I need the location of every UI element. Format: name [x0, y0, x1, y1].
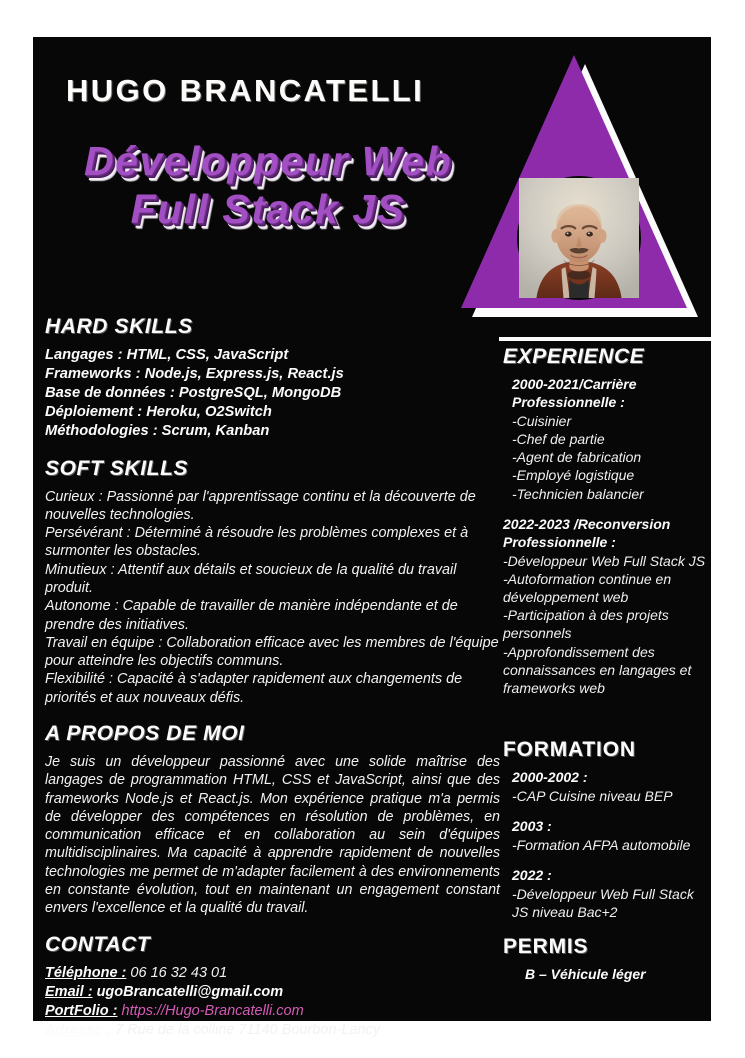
formation-period: 2022 :	[512, 867, 552, 884]
experience-period-line2: Professionnelle :	[503, 533, 616, 550]
avatar-illustration	[519, 178, 639, 298]
section-about	[45, 722, 500, 918]
permis-heading: PERMIS	[503, 934, 589, 958]
soft-skills-heading: SOFT SKILLS	[45, 456, 189, 480]
list-item: Langages : HTML, CSS, JavaScript	[45, 347, 289, 363]
job-title	[33, 137, 503, 234]
list-item: Base de données : PostgreSQL, MongoDB	[45, 385, 342, 402]
list-item: -CAP Cuisine niveau BEP	[512, 787, 673, 804]
list-item: -Agent de fabrication	[512, 449, 642, 466]
left-column	[45, 315, 500, 1056]
job-title-line-2: Full Stack JS	[130, 186, 406, 233]
experience-period-line2: Professionnelle :	[512, 393, 625, 410]
formation-entry	[503, 769, 709, 805]
page-title: HUGO BRANCATELLI	[66, 73, 425, 108]
list-item: -Autoformation continue en développement web	[503, 570, 672, 605]
hard-skills-heading: HARD SKILLS	[45, 315, 193, 338]
list-item: Méthodologies : Scrum, Kanban	[45, 423, 270, 440]
job-title-line-1: Développeur Web	[83, 138, 453, 184]
cv-page	[33, 37, 711, 1039]
list-item: Minutieux : Attentif aux détails et soucieux de la qualité du travail produit.	[45, 561, 457, 596]
cv-header	[33, 37, 711, 315]
contact-email-value[interactable]: ugoBrancatelli@gmail.com	[96, 983, 284, 1000]
formation-heading: FORMATION	[503, 738, 636, 762]
contact-phone-row	[45, 964, 500, 983]
contact-portfolio-label: PortFolio :	[45, 1003, 118, 1020]
list-item: -Employé logistique	[512, 467, 635, 484]
section-experience	[503, 345, 709, 697]
list-item: Curieux : Passionné par l'apprentissage continu et la découverte de nouvelles technologies.	[45, 488, 476, 523]
experience-entry	[503, 516, 709, 697]
experience-heading: EXPERIENCE	[503, 345, 645, 368]
hard-skills-list	[45, 346, 500, 442]
list-item: Déploiement : Heroku, O2Switch	[45, 404, 272, 421]
list-item: -Approfondissement des connaissances en langages et frameworks web	[503, 643, 692, 696]
portfolio-link[interactable]: https://Hugo-Brancatelli.com	[121, 1003, 304, 1020]
section-contact	[45, 933, 500, 1041]
list-item: -Chef de partie	[512, 431, 605, 447]
list-item: Flexibilité : Capacité à s'adapter rapidement aux changements de priorités et aux nouveaux défis.	[45, 671, 463, 706]
list-item: Frameworks : Node.js, Express.js, React.js	[45, 366, 344, 383]
about-heading: A PROPOS DE MOI	[45, 721, 245, 745]
formation-period: 2000-2002 :	[512, 769, 588, 786]
formation-entry	[503, 818, 709, 854]
list-item: -Développeur Web Full Stack JS	[503, 552, 706, 569]
experience-entry	[503, 376, 709, 503]
contact-heading: CONTACT	[45, 932, 151, 956]
formation-entry	[503, 867, 709, 921]
list-item: Autonome : Capable de travailler de manière indépendante et de prendre des initiatives.	[45, 598, 458, 633]
contact-email-label: Email :	[45, 983, 93, 1000]
experience-period: 2022-2023 /Reconversion	[503, 515, 671, 532]
section-soft-skills	[45, 457, 500, 707]
list-item: -Cuisinier	[512, 412, 572, 429]
avatar	[517, 176, 641, 300]
contact-email-row	[45, 983, 500, 1002]
contact-address-label: Adresse :	[45, 1022, 112, 1039]
list-item: -Participation à des projets personnels	[503, 607, 669, 642]
triangle-photo-badge	[461, 54, 711, 329]
right-column	[503, 345, 709, 982]
soft-skills-list	[45, 488, 500, 707]
list-item: -Technicien balancier	[512, 485, 644, 502]
about-text: Je suis un développeur passionné avec une solide maîtrise des langages de programmation HTML, CSS et JavaScript, ainsi que des frameworks Node.js et React.js. Mon expérience pratique m'a permis de développer des compétences en résolution de problèmes, en communication efficace et en collaboration au sein d'équipes multidisciplinaires. Ma capacité à apprendre rapidement de nouvelles technologies me permet de m'adapter facilement à des environnements en constante évolution, tout en maintenant un engagement constant envers l'excellence et la qualité du travail.	[45, 753, 500, 917]
triangle-baseline-divider	[499, 337, 711, 341]
spacer	[503, 710, 709, 738]
section-hard-skills	[45, 315, 500, 442]
list-item: Persévérant : Déterminé à résoudre les problèmes complexes et à surmonter les obstacles.	[45, 525, 469, 560]
section-permis	[503, 935, 709, 982]
formation-period: 2003 :	[512, 818, 552, 835]
experience-period: 2000-2021/Carrière	[512, 376, 637, 392]
contact-address-row	[45, 1021, 500, 1040]
contact-address-value: 7 Rue de la colline 71140 Bourbon-Lancy	[115, 1022, 381, 1039]
permis-value: B – Véhicule léger	[525, 965, 646, 982]
contact-phone-value: 06 16 32 43 01	[130, 964, 228, 981]
list-item: -Formation AFPA automobile	[512, 837, 691, 854]
list-item: -Développeur Web Full Stack JS niveau Bac+2	[512, 886, 694, 921]
section-formation	[503, 738, 709, 921]
contact-portfolio-row	[45, 1002, 500, 1021]
contact-phone-label: Téléphone :	[45, 964, 127, 981]
list-item: Travail en équipe : Collaboration efficace avec les membres de l'équipe pour atteindre les objectifs communs.	[45, 634, 499, 670]
